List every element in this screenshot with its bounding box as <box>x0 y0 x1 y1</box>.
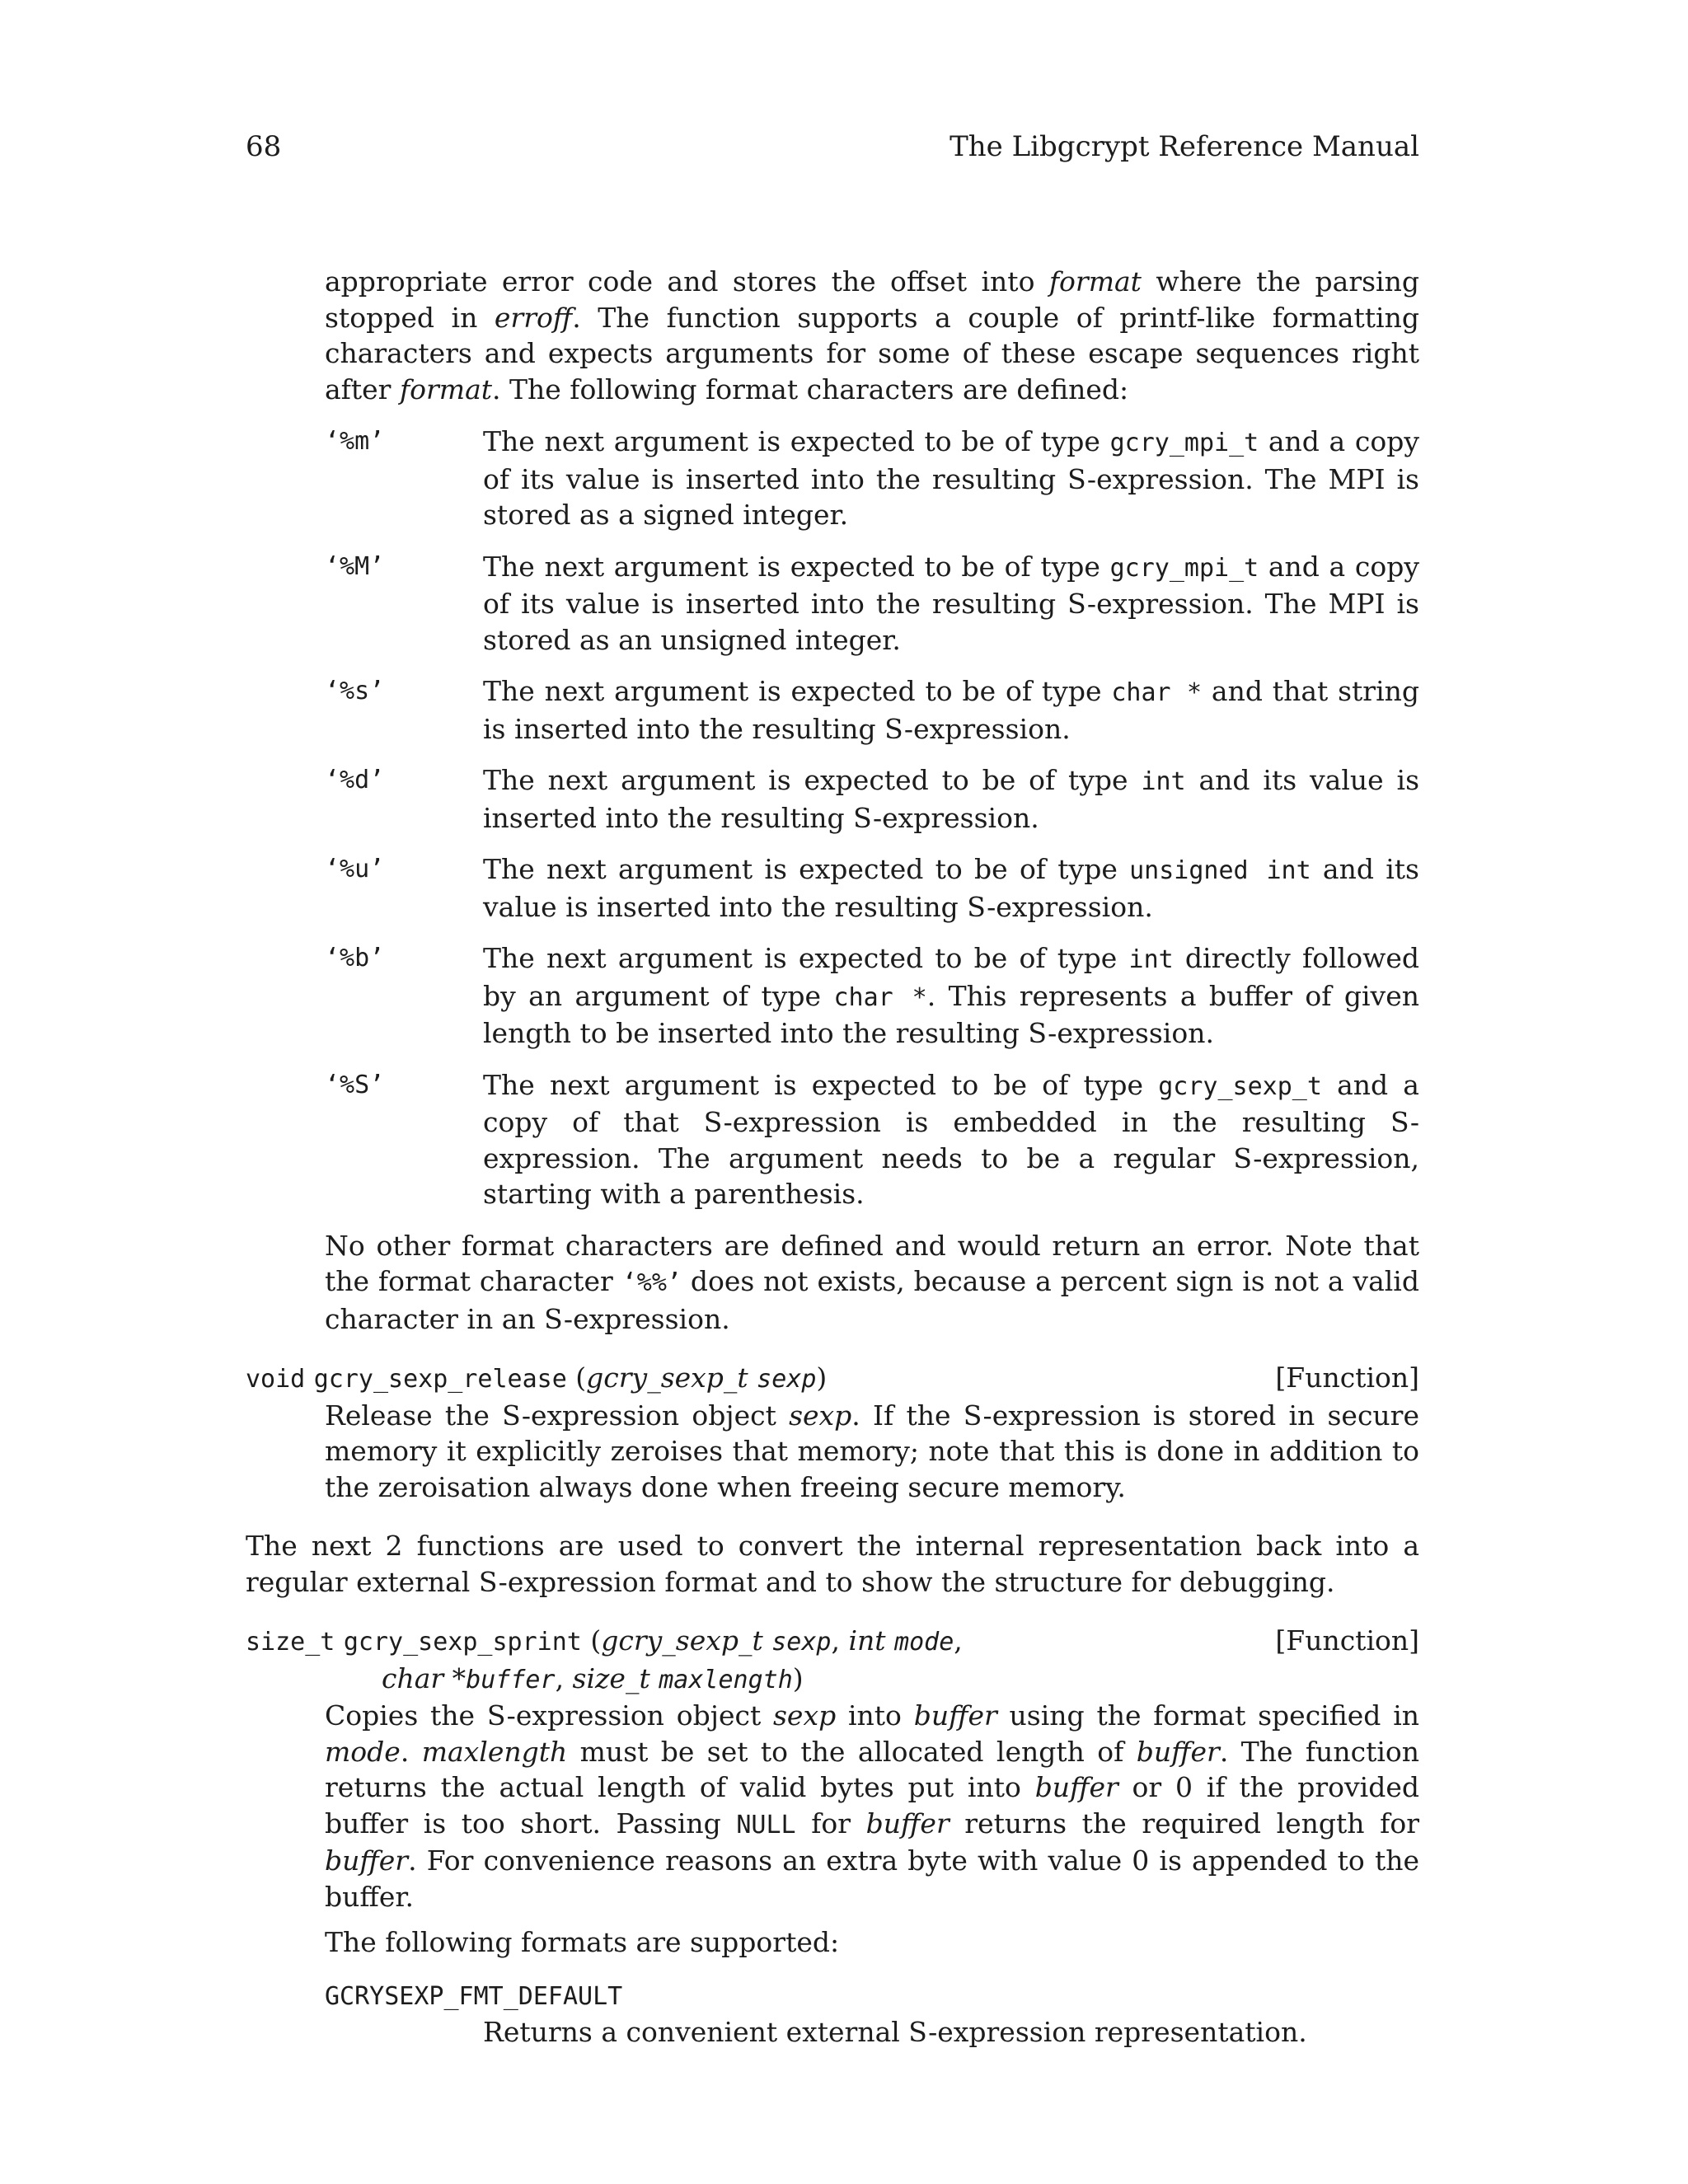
format-char-description: The next argument is expected to be of type gcry_mpi_t and a copy of its value is inserted into the resulting S-expression. The MPI is stored as an unsigned integer. <box>483 550 1419 656</box>
format-char-description: The next argument is expected to be of type unsigned int and its value is inserted into the resulting S-expression. <box>483 853 1419 923</box>
param-ref-mode: mode <box>325 1735 401 1768</box>
param-ref-sexp: sexp <box>773 1699 837 1732</box>
format-char-term: ‘%M’ <box>325 551 385 581</box>
param-name: sexp <box>771 1628 832 1657</box>
function-category-tag: [Function] <box>1275 1361 1419 1394</box>
function-signature-gcry-sexp-release: void gcry_sexp_release (gcry_sexp_t sexp) [Function] <box>246 1360 1419 1398</box>
param-type: size_t <box>572 1661 650 1694</box>
param-name: mode <box>894 1628 954 1657</box>
intro-paragraph: appropriate error code and stores the offset into format where the parsing stopped in erroff. The function supports a couple of printf-like formatting characters and expects arguments for some of these escape sequences right after format. The following format characters are defined: <box>325 265 1419 405</box>
param-ref-buffer: buffer <box>913 1699 997 1732</box>
param-type: int <box>848 1624 886 1657</box>
section-paragraph: The next 2 functions are used to convert the internal representation back into a regular external S-expression format and to show the structure for debugging. <box>246 1530 1419 1598</box>
param-ref-format: format <box>399 373 493 405</box>
param-name: buffer <box>466 1665 556 1694</box>
list-item <box>325 549 1419 658</box>
list-item <box>325 940 1419 1052</box>
format-char-term: ‘%s’ <box>325 677 385 705</box>
format-constant-description: Returns a convenient external S-expression representation. <box>483 2016 1307 2048</box>
function-signature-gcry-sexp-sprint: size_t gcry_sexp_sprint (gcry_sexp_t sexp, int mode, char *buffer, size_t maxlength) [Function] <box>246 1624 1419 1694</box>
param-name: sexp <box>757 1365 817 1394</box>
param-ref-format: format <box>1048 265 1142 298</box>
function-name: gcry_sexp_sprint <box>343 1628 582 1657</box>
code-type: gcry_mpi_t <box>1109 429 1259 457</box>
return-type: size_t <box>246 1628 335 1657</box>
code-type: int <box>1141 767 1186 796</box>
code-literal: NULL <box>736 1810 796 1840</box>
code-type: gcry_mpi_t <box>1109 553 1259 583</box>
list-item <box>325 1067 1419 1212</box>
return-type: void <box>246 1365 306 1394</box>
format-constant-term: GCRYSEXP_FMT_DEFAULT <box>325 1981 623 2011</box>
list-item <box>325 424 1419 533</box>
list-item <box>325 762 1419 836</box>
format-char-description: The next argument is expected to be of type int and its value is inserted into the resulting S-expression. <box>483 764 1420 834</box>
param-type: gcry_sexp_t <box>601 1624 763 1657</box>
function-category-tag: [Function] <box>1275 1624 1419 1657</box>
param-ref-sexp: sexp <box>789 1399 852 1432</box>
format-char-description: The next argument is expected to be of type gcry_mpi_t and a copy of its value is inserted into the resulting S-expression. The MPI is stored as a signed integer. <box>483 425 1419 531</box>
page-number: 68 <box>246 130 282 163</box>
code-type: gcry_sexp_t <box>1158 1071 1322 1101</box>
param-ref-maxlength: maxlength <box>421 1735 568 1768</box>
param-type: gcry_sexp_t <box>586 1361 748 1394</box>
function-description: Copies the S-expression object sexp into buffer using the format specified in mode. maxlength must be set to the allocated length of buffer. The function returns the actual length of valid bytes put into buffer or 0 if the provided buffer is too short. Passing NULL for buffer returns the required length for buffer. For convenience reasons an extra byte with value 0 is appended to the buffer. <box>325 1699 1420 1913</box>
list-item <box>325 851 1419 925</box>
function-name: gcry_sexp_release <box>313 1365 567 1394</box>
function-description: Release the S-expression object sexp. If the S-expression is stored in secure memory it explicitly zeroises that memory; note that this is done in addition to the zeroisation always done when freeing secure memory. <box>325 1399 1419 1503</box>
page-body <box>246 264 1419 2050</box>
format-char-description: The next argument is expected to be of type int directly followed by an argument of type char *. This represents a buffer of given length to be inserted into the resulting S-expression. <box>483 942 1419 1049</box>
param-ref-buffer: buffer <box>1034 1771 1118 1803</box>
list-item <box>325 673 1419 747</box>
format-chars-note: No other format characters are defined and would return an error. Note that the format character ‘%%’ does not exists, because a percent sign is not a valid character in an S-expression. <box>325 1229 1419 1335</box>
code-type: int <box>1128 945 1174 974</box>
format-char-term: ‘%S’ <box>325 1070 385 1099</box>
format-char-description: The next argument is expected to be of type char * and that string is inserted into the resulting S-expression. <box>483 675 1420 745</box>
param-ref-buffer: buffer <box>865 1807 950 1840</box>
format-char-description: The next argument is expected to be of type gcry_sexp_t and a copy of that S-expression is embedded in the resulting S-expression. The argument needs to be a regular S-expression, starting with a parenthesis. <box>483 1068 1419 1210</box>
format-characters-list <box>325 424 1419 1212</box>
format-char-term: ‘%d’ <box>325 766 385 794</box>
param-ref-buffer: buffer <box>1136 1735 1220 1768</box>
code-type: char * <box>1111 678 1203 707</box>
format-char-term: ‘%m’ <box>325 427 385 456</box>
format-char-term: ‘%u’ <box>325 855 385 883</box>
param-ref-buffer: buffer <box>325 1844 409 1877</box>
code-literal: ‘%%’ <box>621 1268 682 1297</box>
code-type: char * <box>833 982 927 1012</box>
formats-intro: The following formats are supported: <box>325 1926 840 1958</box>
code-type: unsigned int <box>1129 856 1311 885</box>
param-ref-erroff: erroff <box>494 301 573 334</box>
param-type: char * <box>382 1661 467 1694</box>
running-title: The Libgcrypt Reference Manual <box>950 130 1419 163</box>
format-char-term: ‘%b’ <box>325 944 385 972</box>
param-name: maxlength <box>659 1665 793 1694</box>
